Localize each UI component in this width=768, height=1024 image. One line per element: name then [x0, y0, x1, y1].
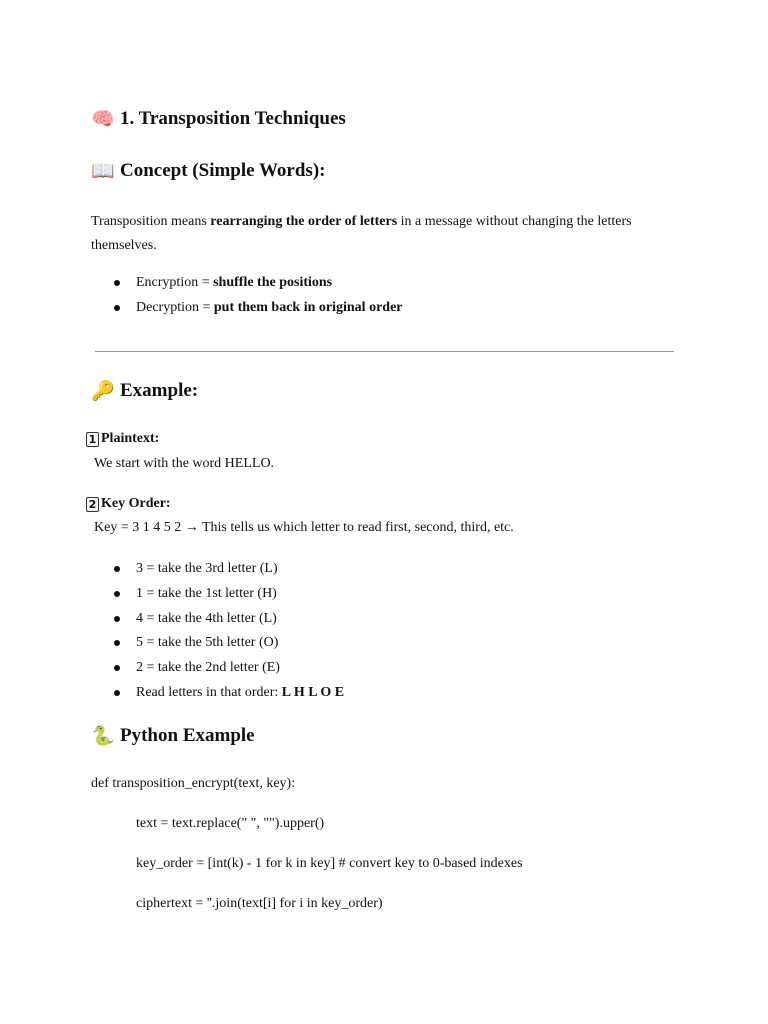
bullet-dot: [114, 616, 120, 622]
page-title-text: 1. Transposition Techniques: [120, 108, 346, 129]
list-item: [114, 557, 344, 582]
bullet-dot: [114, 690, 120, 696]
bullet-bold-text: shuffle the positions: [213, 275, 333, 290]
keycap-one-icon: 1: [86, 432, 99, 447]
code-line: key_order = [int(k) - 1 for k in key] # convert key to 0-based indexes: [136, 856, 523, 871]
list-item: [114, 607, 344, 632]
concept-heading-text: Concept (Simple Words):: [120, 160, 326, 181]
code-line: text = text.replace(" ", "").upper(): [136, 816, 325, 831]
list-item: [114, 271, 403, 296]
page-title: [91, 108, 346, 130]
step-2-text: Key = 3 1 4 5 2 → This tells us which letter to read first, second, third, etc.: [94, 520, 514, 535]
step-2-label: Key Order:: [101, 496, 171, 511]
concept-text-post: in a message without changing the letters themselves.: [91, 214, 632, 253]
concept-text-bold: rearranging the order of letters: [210, 214, 398, 229]
bullet-text: Read letters in that order:: [136, 684, 282, 700]
snake-icon: 🐍: [91, 724, 115, 747]
step-2-title: [86, 496, 171, 512]
open-book-icon: 📖: [91, 159, 115, 182]
step-1-title: [86, 431, 159, 447]
bullet-dot: [114, 591, 120, 597]
concept-bullet-list: [114, 271, 403, 321]
bullet-dot: [114, 640, 120, 646]
bullet-bold-text: L H L O E: [281, 684, 345, 700]
bullet-bold-text: put them back in original order: [213, 299, 403, 315]
example-bullet-list: [114, 557, 344, 706]
bullet-text: 1 = take the 1st letter (H): [136, 585, 277, 601]
example-heading: [91, 380, 198, 402]
list-item: [114, 681, 344, 706]
example-heading-text: Example:: [120, 380, 199, 401]
list-item: [114, 296, 403, 321]
bullet-text: 5 = take the 5th letter (O): [136, 635, 279, 651]
brain-icon: 🧠: [91, 107, 115, 130]
python-heading: [91, 725, 255, 747]
section-divider: [95, 351, 674, 352]
list-item: [114, 582, 344, 607]
bullet-dot: [114, 280, 120, 286]
list-item: [114, 631, 344, 656]
bullet-text: 4 = take the 4th letter (L): [136, 610, 277, 626]
bullet-dot: [114, 665, 120, 671]
concept-text-pre: Transposition means: [91, 214, 211, 229]
bullet-dot: [114, 566, 120, 572]
code-line: ciphertext = ''.join(text[i] for i in key_order): [136, 896, 383, 911]
bullet-text: 3 = take the 3rd letter (L): [136, 561, 278, 576]
code-line: def transposition_encrypt(text, key):: [91, 776, 296, 791]
step-1-label: Plaintext:: [101, 431, 160, 446]
concept-heading: [91, 160, 325, 182]
python-heading-text: Python Example: [120, 725, 255, 746]
list-item: [114, 656, 344, 681]
bullet-text: 2 = take the 2nd letter (E): [136, 660, 280, 676]
bullet-text: Encryption =: [136, 275, 214, 290]
step-1-text: We start with the word HELLO.: [94, 456, 275, 471]
concept-paragraph: [91, 210, 651, 258]
bullet-dot: [114, 305, 120, 311]
keycap-two-icon: 2: [86, 497, 99, 512]
bullet-text: Decryption =: [136, 299, 214, 315]
key-icon: 🔑: [91, 379, 115, 402]
